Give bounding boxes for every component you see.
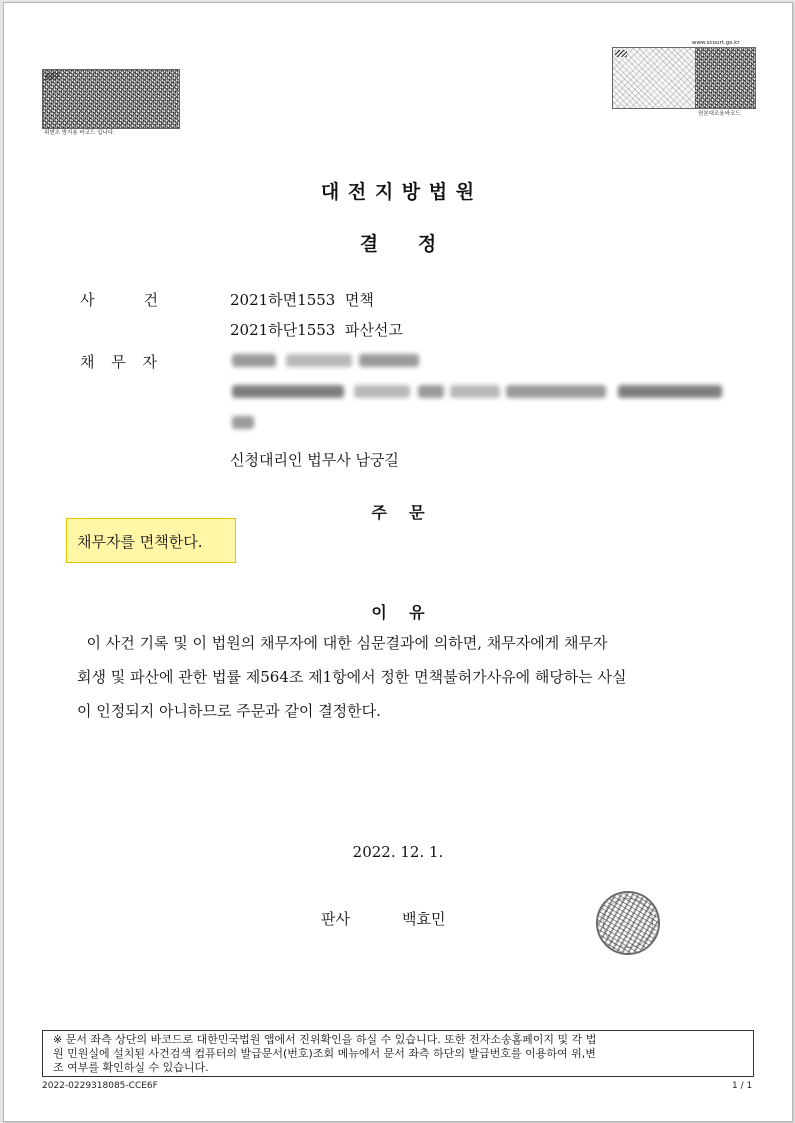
anti-forgery-barcode (42, 69, 180, 129)
page-indicator: 1 / 1 (732, 1081, 753, 1091)
order-heading: 주 문 (371, 503, 425, 522)
judge-name: 백효민 (402, 910, 446, 928)
case-number-exemption: 2021하면1553 면책 (230, 291, 374, 309)
notice-line-2: 원 민원실에 설치된 사건검색 컴퓨터의 발급문서(번호)조회 메뉴에서 문서 좌측 하단의 발급번호를 이용하여 위,변 (53, 1047, 596, 1060)
applicant-agent: 신청대리인 법무사 남궁길 (230, 451, 399, 469)
notice-line-1: ※ 문서 좌측 상단의 바코드로 대한민국법원 앱에서 진위확인을 하실 수 있습니다. 또한 전자소송홈페이지 및 각 법 (53, 1033, 597, 1046)
anti-forgery-barcode-caption: 위변조 방지용 바코드 입니다. (44, 130, 115, 136)
reason-line-1: 이 사건 기록 및 이 법원의 채무자에 대한 심문결과에 의하면, 채무자에게 채무자 (77, 634, 608, 652)
court-website-label: www.scourt.go.kr (692, 40, 740, 46)
debtor-label: 채 무 자 (80, 353, 164, 371)
original-verification-barcode-caption: 원본대조용바코드 (698, 111, 741, 117)
issue-number: 2022-0229318085-CCE6F (42, 1081, 158, 1091)
court-name: 대 전 지 방 법 원 (320, 181, 476, 203)
judge-title: 판사 (321, 910, 350, 928)
reason-heading: 이 유 (371, 603, 425, 622)
original-verification-barcode (612, 47, 756, 109)
case-number-bankruptcy: 2021하단1553 파산선고 (230, 321, 403, 339)
reason-line-3: 이 인정되지 아니하므로 주문과 같이 결정한다. (77, 702, 381, 720)
decision-date: 2022. 12. 1. (352, 843, 444, 861)
document-type: 결 정 (359, 233, 437, 255)
order-text: 채무자를 면책한다. (77, 533, 203, 551)
reason-line-2: 회생 및 파산에 관한 법률 제564조 제1항에서 정한 면책불허가사유에 해당하는 사실 (77, 668, 627, 686)
verification-notice (42, 1030, 754, 1077)
document-page (3, 2, 793, 1122)
judge-seal (596, 891, 660, 955)
case-label: 사 건 (80, 291, 165, 309)
notice-line-3: 조 여부를 확인하실 수 있습니다. (53, 1061, 209, 1074)
